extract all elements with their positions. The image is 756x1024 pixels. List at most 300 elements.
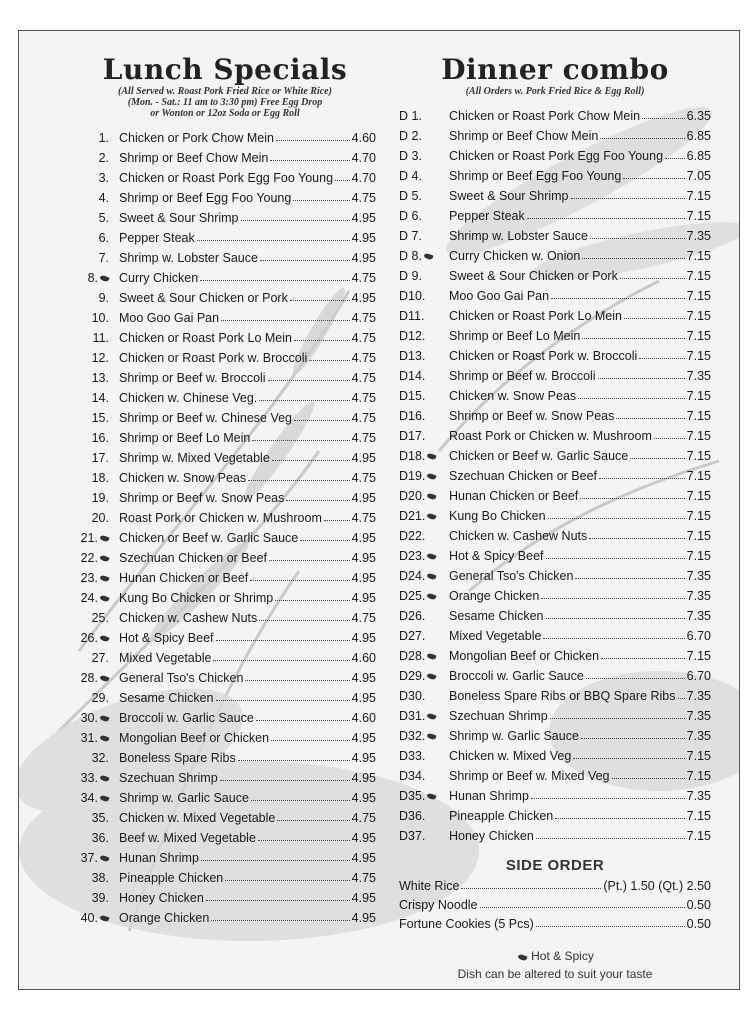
menu-item-name: Chicken or Roast Pork Chow Mein bbox=[449, 109, 641, 123]
menu-item bbox=[74, 425, 376, 445]
lunch-subtitle-line-2: (Mon. - Sat.: 11 am to 3:30 pm) Free Egg Drop bbox=[127, 97, 323, 108]
menu-item-number-text: 7. bbox=[98, 251, 109, 265]
dot-leader bbox=[550, 718, 685, 719]
menu-item-number bbox=[74, 911, 119, 925]
hot-pepper-icon bbox=[427, 592, 437, 600]
hot-pepper-icon bbox=[427, 732, 437, 740]
menu-item-name: Sweet & Sour Shrimp bbox=[119, 211, 239, 225]
menu-item-number-text: D20. bbox=[399, 489, 426, 503]
menu-item-number bbox=[74, 751, 119, 765]
menu-item-name: Shrimp w. Garlic Sauce bbox=[119, 791, 249, 805]
menu-item-number bbox=[399, 169, 449, 183]
menu-item-price: 4.95 bbox=[351, 591, 376, 605]
menu-item bbox=[399, 423, 711, 443]
menu-item bbox=[74, 245, 376, 265]
menu-item-number bbox=[74, 791, 119, 805]
menu-item-number-text: D 6. bbox=[399, 209, 422, 223]
hot-pepper-icon bbox=[99, 674, 109, 682]
menu-item-number-text: D 7. bbox=[399, 229, 422, 243]
menu-item-name: Moo Goo Gai Pan bbox=[449, 289, 550, 303]
menu-item-number bbox=[399, 469, 449, 483]
menu-item-price: 4.95 bbox=[351, 571, 376, 585]
menu-item-price: 7.35 bbox=[686, 709, 711, 723]
menu-item-price: 4.95 bbox=[351, 451, 376, 465]
menu-item-number bbox=[74, 871, 119, 885]
menu-item-number bbox=[74, 151, 119, 165]
menu-item-price: 7.15 bbox=[686, 309, 711, 323]
menu-item bbox=[74, 405, 376, 425]
menu-item-number-text: 35. bbox=[91, 811, 109, 825]
menu-item-name: Roast Pork or Chicken w. Mushroom bbox=[119, 511, 322, 525]
menu-item-name: Chicken w. Snow Peas bbox=[119, 471, 247, 485]
side-order-list bbox=[399, 874, 711, 931]
menu-item bbox=[399, 603, 711, 623]
menu-item-price: 4.75 bbox=[351, 371, 376, 385]
menu-item-number-text: 9. bbox=[98, 291, 109, 305]
menu-item-name: Mongolian Beef or Chicken bbox=[449, 649, 600, 663]
menu-item-name: Shrimp or Beef w. Mixed Veg bbox=[449, 769, 610, 783]
menu-item-name: Shrimp or Beef w. Snow Peas bbox=[119, 491, 285, 505]
dot-leader bbox=[259, 620, 349, 621]
dot-leader bbox=[548, 518, 685, 519]
dot-leader bbox=[578, 398, 685, 399]
menu-item-number bbox=[399, 349, 449, 363]
menu-item-number bbox=[74, 371, 119, 385]
menu-item-number-text: 29. bbox=[91, 691, 109, 705]
menu-item-price: 6.35 bbox=[686, 109, 711, 123]
side-order-price: 0.50 bbox=[686, 898, 711, 912]
menu-item-number bbox=[74, 651, 119, 665]
menu-item-number bbox=[399, 449, 449, 463]
menu-item-price: 4.95 bbox=[351, 631, 376, 645]
menu-item-name: Mixed Vegetable bbox=[119, 651, 212, 665]
menu-item bbox=[74, 905, 376, 925]
menu-item-price: 7.35 bbox=[686, 689, 711, 703]
dot-leader bbox=[293, 200, 349, 201]
menu-item bbox=[74, 645, 376, 665]
dot-leader bbox=[276, 140, 350, 141]
menu-item-name: Shrimp or Beef w. Snow Peas bbox=[449, 409, 615, 423]
menu-item-number bbox=[399, 829, 449, 843]
dot-leader bbox=[220, 780, 350, 781]
menu-item-name: Szechuan Shrimp bbox=[119, 771, 218, 785]
side-order-name: Fortune Cookies (5 Pcs) bbox=[399, 917, 534, 931]
menu-item bbox=[399, 323, 711, 343]
hot-pepper-icon bbox=[427, 712, 437, 720]
menu-item-number bbox=[74, 331, 119, 345]
dot-leader bbox=[589, 538, 684, 539]
dot-leader bbox=[531, 798, 685, 799]
menu-item-price: 4.95 bbox=[351, 691, 376, 705]
menu-item-name: Sesame Chicken bbox=[449, 609, 544, 623]
menu-item-name: Shrimp or Beef Lo Mein bbox=[449, 329, 581, 343]
menu-item-number bbox=[399, 489, 449, 503]
dot-leader bbox=[582, 258, 684, 259]
menu-item-number-text: D19. bbox=[399, 469, 426, 483]
dot-leader bbox=[581, 738, 685, 739]
dot-leader bbox=[300, 540, 349, 541]
menu-item-number bbox=[399, 769, 449, 783]
menu-item-price: 7.15 bbox=[686, 209, 711, 223]
hot-pepper-icon bbox=[427, 792, 437, 800]
menu-item-price: 4.95 bbox=[351, 891, 376, 905]
menu-item-number bbox=[74, 711, 119, 725]
menu-item-price: 4.95 bbox=[351, 851, 376, 865]
menu-item bbox=[74, 265, 376, 285]
menu-item-price: 7.15 bbox=[686, 809, 711, 823]
dinner-combo-title: Dinner combo bbox=[441, 53, 669, 86]
menu-item-number-text: 39. bbox=[91, 891, 109, 905]
menu-item-number bbox=[74, 431, 119, 445]
dot-leader bbox=[616, 418, 684, 419]
menu-item-name: Chicken or Beef w. Garlic Sauce bbox=[119, 531, 299, 545]
menu-item-number bbox=[399, 409, 449, 423]
side-order-price: (Pt.) 1.50 (Qt.) 2.50 bbox=[603, 879, 711, 893]
menu-item-price: 4.75 bbox=[351, 311, 376, 325]
menu-item-number-text: D 8. bbox=[399, 249, 422, 263]
menu-item-number-text: D33. bbox=[399, 749, 426, 763]
menu-item-price: 7.15 bbox=[686, 509, 711, 523]
menu-item-price: 4.95 bbox=[351, 831, 376, 845]
menu-item-price: 7.35 bbox=[686, 569, 711, 583]
menu-item bbox=[74, 625, 376, 645]
dot-leader bbox=[256, 720, 350, 721]
menu-item-number-text: D14. bbox=[399, 369, 426, 383]
menu-item-price: 4.75 bbox=[351, 611, 376, 625]
menu-item-number bbox=[74, 731, 119, 745]
menu-item bbox=[74, 145, 376, 165]
menu-item-name: Hunan Chicken or Beef bbox=[119, 571, 249, 585]
hot-pepper-icon bbox=[427, 672, 437, 680]
menu-item-number-text: 25. bbox=[91, 611, 109, 625]
dot-leader bbox=[546, 558, 685, 559]
menu-item-number bbox=[399, 529, 449, 543]
menu-item-price: 4.75 bbox=[351, 391, 376, 405]
menu-item-number-text: D 4. bbox=[399, 169, 422, 183]
hot-pepper-icon bbox=[427, 492, 437, 500]
menu-item-name: Chicken w. Mixed Vegetable bbox=[119, 811, 276, 825]
menu-item-name: Shrimp w. Lobster Sauce bbox=[119, 251, 258, 265]
dot-leader bbox=[211, 920, 349, 921]
menu-item bbox=[74, 325, 376, 345]
dot-leader bbox=[269, 560, 350, 561]
menu-item-number bbox=[74, 611, 119, 625]
dot-leader bbox=[612, 778, 685, 779]
menu-item bbox=[74, 365, 376, 385]
menu-item bbox=[74, 585, 376, 605]
menu-item-number bbox=[399, 309, 449, 323]
menu-item-name: Shrimp or Beef Lo Mein bbox=[119, 431, 251, 445]
menu-item-name: Beef w. Mixed Vegetable bbox=[119, 831, 256, 845]
dot-leader bbox=[600, 138, 684, 139]
dot-leader bbox=[260, 260, 350, 261]
dot-leader bbox=[309, 360, 349, 361]
menu-item-number-text: 3. bbox=[98, 171, 109, 185]
menu-item-number-text: D10. bbox=[399, 289, 426, 303]
menu-item-number-text: 31. bbox=[80, 731, 98, 745]
menu-item-name: Sesame Chicken bbox=[119, 691, 214, 705]
menu-item-number bbox=[74, 491, 119, 505]
menu-item-name: Pineapple Chicken bbox=[119, 871, 224, 885]
hot-pepper-icon bbox=[99, 554, 109, 562]
menu-item-name: Shrimp or Beef Chow Mein bbox=[119, 151, 269, 165]
menu-item bbox=[74, 485, 376, 505]
menu-item-number bbox=[74, 511, 119, 525]
menu-item bbox=[399, 523, 711, 543]
menu-item-price: 4.75 bbox=[351, 811, 376, 825]
menu-item-name: Curry Chicken w. Onion bbox=[449, 249, 581, 263]
menu-item-name: Shrimp w. Lobster Sauce bbox=[449, 229, 588, 243]
menu-item-number-text: 40. bbox=[80, 911, 98, 925]
menu-item-number bbox=[399, 429, 449, 443]
menu-item bbox=[399, 203, 711, 223]
menu-item-number bbox=[399, 709, 449, 723]
dot-leader bbox=[270, 160, 349, 161]
menu-item-price: 7.35 bbox=[686, 609, 711, 623]
menu-item-name: General Tso's Chicken bbox=[449, 569, 574, 583]
menu-item-number-text: 20. bbox=[91, 511, 109, 525]
menu-item-price: 7.35 bbox=[686, 589, 711, 603]
menu-item-price: 4.95 bbox=[351, 671, 376, 685]
menu-item-name: Honey Chicken bbox=[119, 891, 204, 905]
menu-item-name: Boneless Spare Ribs bbox=[119, 751, 236, 765]
menu-item-number-text: 23. bbox=[80, 571, 98, 585]
menu-item-name: Moo Goo Gai Pan bbox=[119, 311, 220, 325]
dot-leader bbox=[555, 818, 684, 819]
lunch-specials-title: Lunch Specials bbox=[102, 53, 348, 86]
menu-item-name: Chicken or Roast Pork w. Broccoli bbox=[119, 351, 308, 365]
menu-item bbox=[399, 483, 711, 503]
hot-pepper-icon bbox=[427, 572, 437, 580]
menu-item bbox=[74, 785, 376, 805]
dinner-items-list bbox=[399, 103, 711, 843]
menu-item-number-text: D16. bbox=[399, 409, 426, 423]
menu-item-name: Chicken or Roast Pork Egg Foo Young bbox=[119, 171, 334, 185]
hot-pepper-icon bbox=[99, 534, 109, 542]
menu-item-name: Szechuan Chicken or Beef bbox=[119, 551, 268, 565]
menu-item bbox=[399, 743, 711, 763]
dinner-subtitle: (All Orders w. Pork Fried Rice & Egg Roll) bbox=[465, 86, 645, 97]
menu-item-name: Chicken or Beef w. Garlic Sauce bbox=[449, 449, 629, 463]
menu-item-number bbox=[74, 251, 119, 265]
menu-item-price: 4.60 bbox=[351, 651, 376, 665]
menu-item bbox=[74, 385, 376, 405]
menu-item-number-text: D35. bbox=[399, 789, 426, 803]
hot-pepper-icon bbox=[427, 652, 437, 660]
menu-item-price: 4.75 bbox=[351, 191, 376, 205]
menu-item-name: Boneless Spare Ribs or BBQ Spare Ribs bbox=[449, 689, 676, 703]
hot-pepper-icon bbox=[427, 452, 437, 460]
menu-item-number bbox=[399, 749, 449, 763]
dot-leader bbox=[678, 698, 685, 699]
menu-item-number-text: D 2. bbox=[399, 129, 422, 143]
menu-item bbox=[399, 123, 711, 143]
menu-item-number bbox=[399, 669, 449, 683]
menu-item-price: 4.75 bbox=[351, 411, 376, 425]
menu-item-price: 7.15 bbox=[686, 489, 711, 503]
hot-pepper-icon bbox=[99, 794, 109, 802]
menu-item bbox=[399, 543, 711, 563]
menu-item bbox=[399, 343, 711, 363]
hot-pepper-icon bbox=[99, 774, 109, 782]
menu-item-name: Orange Chicken bbox=[449, 589, 540, 603]
menu-item-price: 7.15 bbox=[686, 329, 711, 343]
dot-leader bbox=[251, 800, 350, 801]
menu-item-price: 4.75 bbox=[351, 271, 376, 285]
menu-item bbox=[74, 525, 376, 545]
lunch-subtitle-line-3: or Wonton or 12oz Soda or Egg Roll bbox=[150, 108, 300, 119]
dot-leader bbox=[258, 840, 350, 841]
menu-item-number-text: D27. bbox=[399, 629, 426, 643]
menu-item-price: 4.75 bbox=[351, 471, 376, 485]
dot-leader bbox=[546, 618, 685, 619]
side-order-title: SIDE ORDER bbox=[505, 857, 605, 874]
menu-item-price: 4.75 bbox=[351, 871, 376, 885]
menu-item-price: 4.75 bbox=[351, 331, 376, 345]
menu-item-price: 4.95 bbox=[351, 531, 376, 545]
menu-item bbox=[74, 305, 376, 325]
menu-item-number bbox=[399, 569, 449, 583]
menu-item bbox=[74, 165, 376, 185]
dot-leader bbox=[216, 700, 350, 701]
menu-item-price: 7.15 bbox=[686, 549, 711, 563]
menu-item-number bbox=[74, 471, 119, 485]
menu-item bbox=[399, 143, 711, 163]
menu-item-price: 7.15 bbox=[686, 749, 711, 763]
menu-item-price: 6.70 bbox=[686, 629, 711, 643]
dot-leader bbox=[623, 178, 684, 179]
menu-item-name: Mongolian Beef or Chicken bbox=[119, 731, 270, 745]
dot-leader bbox=[665, 158, 685, 159]
menu-item-price: 7.35 bbox=[686, 229, 711, 243]
menu-item-number-text: D21. bbox=[399, 509, 426, 523]
menu-item-price: 7.15 bbox=[686, 409, 711, 423]
dot-leader bbox=[221, 320, 350, 321]
menu-item bbox=[399, 683, 711, 703]
side-order-item bbox=[399, 874, 711, 893]
dot-leader bbox=[541, 598, 684, 599]
menu-item-number-text: 30. bbox=[80, 711, 98, 725]
menu-item-price: 7.15 bbox=[686, 289, 711, 303]
menu-item-name: Honey Chicken bbox=[449, 829, 534, 843]
menu-item-number bbox=[399, 189, 449, 203]
hot-pepper-icon bbox=[99, 714, 109, 722]
menu-item-price: 4.70 bbox=[351, 151, 376, 165]
menu-item-name: Hunan Shrimp bbox=[119, 851, 199, 865]
menu-item-number bbox=[74, 411, 119, 425]
menu-item-name: Chicken or Roast Pork w. Broccoli bbox=[449, 349, 638, 363]
menu-item-number-text: 2. bbox=[98, 151, 109, 165]
menu-item-number-text: 5. bbox=[98, 211, 109, 225]
menu-item-name: Chicken w. Cashew Nuts bbox=[119, 611, 258, 625]
menu-item bbox=[74, 285, 376, 305]
menu-item-number bbox=[399, 149, 449, 163]
dot-leader bbox=[586, 678, 685, 679]
dot-leader bbox=[275, 600, 349, 601]
menu-item-name: Pepper Steak bbox=[119, 231, 195, 245]
menu-item-name: Kung Bo Chicken bbox=[449, 509, 546, 523]
dot-leader bbox=[250, 580, 349, 581]
menu-item-number bbox=[74, 571, 119, 585]
menu-item-number-text: D11. bbox=[399, 309, 425, 323]
menu-item bbox=[74, 225, 376, 245]
menu-item-number-text: 38. bbox=[91, 871, 109, 885]
hot-pepper-icon bbox=[99, 734, 109, 742]
menu-item-name: Pineapple Chicken bbox=[449, 809, 554, 823]
lunch-specials-section bbox=[74, 53, 376, 925]
menu-item bbox=[399, 383, 711, 403]
menu-item-price: 4.95 bbox=[351, 771, 376, 785]
menu-item-name: Shrimp w. Garlic Sauce bbox=[449, 729, 579, 743]
spicy-legend bbox=[399, 947, 711, 965]
menu-item-number bbox=[74, 171, 119, 185]
menu-item-number-text: D36. bbox=[399, 809, 426, 823]
dot-leader bbox=[580, 498, 684, 499]
menu-item-number-text: D26. bbox=[399, 609, 426, 623]
menu-item-number-text: D15. bbox=[399, 389, 426, 403]
menu-item-name: Broccoli w. Garlic Sauce bbox=[119, 711, 254, 725]
dot-leader bbox=[272, 460, 350, 461]
hot-pepper-icon bbox=[427, 512, 437, 520]
menu-item bbox=[74, 685, 376, 705]
menu-item-number-text: D17. bbox=[399, 429, 426, 443]
dot-leader bbox=[290, 300, 350, 301]
dot-leader bbox=[601, 658, 685, 659]
menu-item bbox=[74, 885, 376, 905]
side-order-item bbox=[399, 912, 711, 931]
menu-item-price: 7.35 bbox=[686, 789, 711, 803]
menu-item-name: Szechuan Chicken or Beef bbox=[449, 469, 598, 483]
dot-leader bbox=[573, 758, 684, 759]
menu-item-number bbox=[74, 551, 119, 565]
menu-item-price: 7.15 bbox=[686, 189, 711, 203]
dot-leader bbox=[206, 900, 350, 901]
hot-pepper-icon bbox=[99, 594, 109, 602]
menu-item bbox=[399, 223, 711, 243]
menu-item-number-text: 34. bbox=[80, 791, 98, 805]
menu-item-price: 4.95 bbox=[351, 231, 376, 245]
menu-item-price: 4.95 bbox=[351, 211, 376, 225]
menu-item-name: Broccoli w. Garlic Sauce bbox=[449, 669, 584, 683]
menu-item-number-text: D32. bbox=[399, 729, 426, 743]
menu-item-number bbox=[399, 649, 449, 663]
menu-item-price: 7.35 bbox=[686, 729, 711, 743]
menu-item-number bbox=[399, 229, 449, 243]
menu-item-number-text: 4. bbox=[98, 191, 109, 205]
hot-pepper-icon bbox=[427, 552, 437, 560]
hot-pepper-icon bbox=[427, 472, 437, 480]
menu-item-name: Chicken or Roast Pork Lo Mein bbox=[119, 331, 292, 345]
menu-item-name: Curry Chicken bbox=[119, 271, 199, 285]
dot-leader bbox=[642, 118, 685, 119]
dot-leader bbox=[200, 280, 349, 281]
menu-item-number-text: 27. bbox=[91, 651, 109, 665]
dot-leader bbox=[536, 926, 685, 927]
menu-item-number-text: D22. bbox=[399, 529, 426, 543]
menu-item-price: 7.15 bbox=[686, 249, 711, 263]
dot-leader bbox=[599, 478, 685, 479]
menu-item-number-text: D25. bbox=[399, 589, 426, 603]
dot-leader bbox=[216, 640, 350, 641]
menu-item-number bbox=[74, 231, 119, 245]
dot-leader bbox=[294, 340, 350, 341]
menu-item-price: 7.15 bbox=[686, 449, 711, 463]
menu-item-name: Sweet & Sour Chicken or Pork bbox=[449, 269, 618, 283]
menu-item-name: Mixed Vegetable bbox=[449, 629, 542, 643]
menu-item-number-text: 33. bbox=[80, 771, 98, 785]
menu-item-price: 6.85 bbox=[686, 129, 711, 143]
menu-item-number-text: 24. bbox=[80, 591, 98, 605]
